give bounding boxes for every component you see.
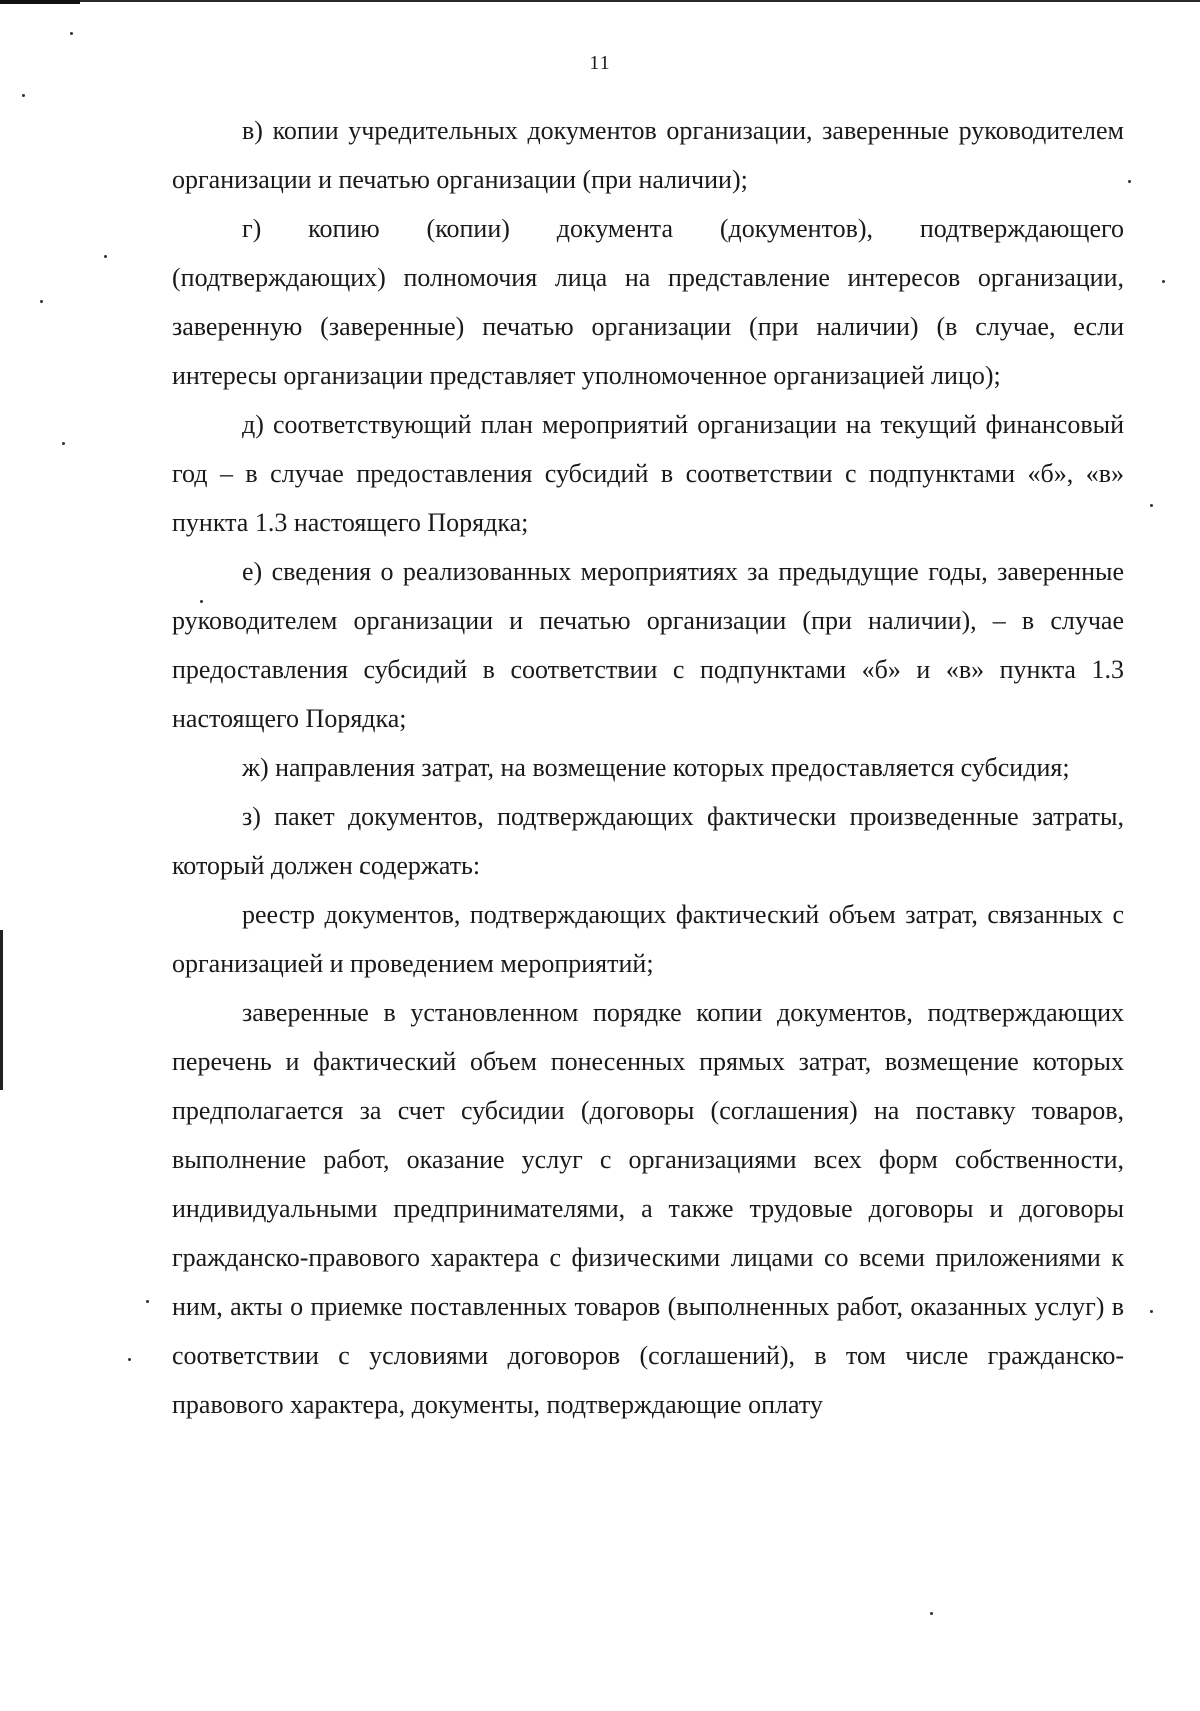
paragraph-z: з) пакет документов, подтверждающих фактически произведенные затраты, который должен содержать: (172, 802, 1124, 880)
scan-speck (128, 1358, 131, 1361)
scan-edge-top (0, 0, 1200, 2)
scan-speck (146, 1300, 149, 1303)
paragraph-registry: реестр документов, подтверждающих фактический объем затрат, связанных с организацией и проведением мероприятий; (172, 900, 1124, 978)
page-number: 11 (589, 52, 611, 74)
scan-edge-left (0, 930, 3, 1090)
paragraph-zh: ж) направления затрат, на возмещение которых предоставляется субсидия; (242, 753, 1070, 782)
scan-edge-mark (0, 0, 80, 4)
scan-speck (70, 32, 73, 35)
paragraph-certified-copies: заверенные в установленном порядке копии документов, подтверждающих перечень и фактический объем понесенных прямых затрат, возмещение которых предполагается за счет субсидии (договоры (соглашения) на поставку товаров, выполнение работ, оказание услуг с организациями всех форм собственности, индивидуальными предпринимателями, а также трудовые договоры и договоры гражданско-правового характера с физическими лицами со всеми приложениями к ним, акты о приемке поставленных товаров (выполненных работ, оказанных услуг) в соответствии с условиями договоров (соглашений), в том числе гражданско-правового характера, документы, подтверждающие оплату (172, 998, 1124, 1419)
paragraph-v: в) копии учредительных документов организации, заверенные руководителем организации и печатью организации (при наличии); (172, 116, 1124, 194)
scan-speck (1162, 280, 1165, 283)
paragraph-d: д) соответствующий план мероприятий организации на текущий финансовый год – в случае предоставления субсидий в соответствии с подпунктами «б», «в» пункта 1.3 настоящего Порядка; (172, 410, 1124, 537)
paragraph-e: е) сведения о реализованных мероприятиях за предыдущие годы, заверенные руководителем организации и печатью организации (при наличии), – в случае предоставления субсидий в соответствии с подпунктами «б» и «в» пункта 1.3 настоящего Порядка; (172, 557, 1124, 733)
scan-speck (62, 442, 65, 445)
scan-speck (40, 300, 43, 303)
paragraph-g: г) копию (копии) документа (документов), подтверждающего (подтверждающих) полномочия лица на представление интересов организации, заверенную (заверенные) печатью организации (при наличии) (в случае, если интересы организации представляет уполномоченное организацией лицо); (172, 214, 1124, 390)
scan-speck (104, 255, 107, 258)
scan-speck (930, 1612, 933, 1615)
scan-speck (22, 94, 25, 97)
document-body (172, 106, 1124, 1429)
scan-speck (1150, 1310, 1153, 1313)
scan-speck (1128, 180, 1131, 183)
scan-speck (1150, 504, 1153, 507)
